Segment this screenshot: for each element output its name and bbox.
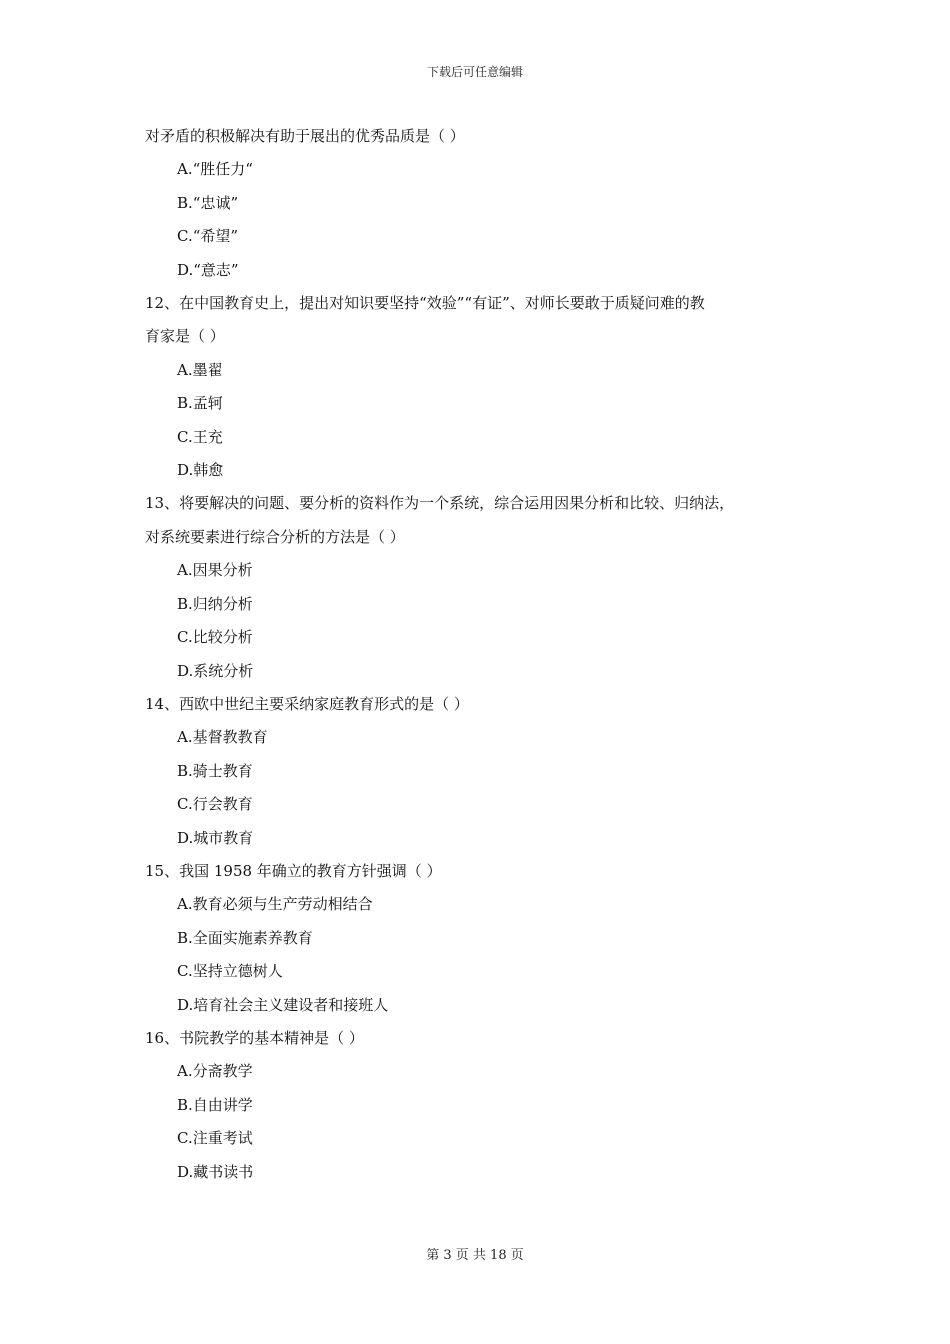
- question-stem-line1: 12、在中国教育史上，提出对知识要坚持“效验”“有证”、对师长要敢于质疑问难的教: [145, 294, 705, 313]
- option-a: A.分斋教学: [177, 1062, 253, 1081]
- option-a: A.“胜任力“: [177, 160, 253, 179]
- option-d: D.“意志”: [177, 260, 239, 279]
- option-b: B.孟轲: [177, 394, 223, 413]
- page-header: 下载后可任意编辑: [426, 65, 523, 79]
- option-d: D.系统分析: [177, 661, 254, 680]
- option-a: A.教育必须与生产劳动相结合: [177, 895, 373, 914]
- question-12: [145, 287, 825, 487]
- question-15: [145, 855, 825, 1022]
- option-c: C.注重考试: [177, 1129, 253, 1148]
- option-a: A.因果分析: [177, 561, 253, 580]
- option-d: D.城市教育: [177, 828, 254, 847]
- question-stem: 16、书院教学的基本精神是（ ）: [145, 1028, 364, 1047]
- question-stem-line2: 育家是（ ）: [145, 327, 225, 346]
- option-b: B.自由讲学: [177, 1095, 253, 1114]
- option-c: C.王充: [177, 427, 223, 446]
- page-footer: 第 3 页 共 18 页: [426, 1248, 524, 1263]
- question-stem: 15、我国 1958 年确立的教育方针强调（ ）: [145, 861, 442, 880]
- option-b: B.骑士教育: [177, 761, 253, 780]
- question-stem-line1: 13、将要解决的问题、要分析的资料作为一个系统，综合运用因果分析和比较、归纳法，: [145, 494, 735, 513]
- option-c: C.“希望”: [177, 227, 239, 246]
- option-d: D.培育社会主义建设者和接班人: [177, 995, 389, 1014]
- question-13: [145, 487, 825, 687]
- question-stem: 14、西欧中世纪主要采纳家庭教育形式的是（ ）: [145, 694, 469, 713]
- option-a: A.基督教教育: [177, 728, 268, 747]
- option-d: D.韩愈: [177, 461, 224, 480]
- option-b: B.全面实施素养教育: [177, 928, 313, 947]
- option-c: C.坚持立德树人: [177, 962, 283, 981]
- question-14: [145, 688, 825, 855]
- question-stem: 对矛盾的积极解决有助于展出的优秀品质是（ ）: [145, 127, 465, 145]
- question-11: [145, 120, 825, 287]
- option-a: A.墨翟: [177, 360, 223, 379]
- option-c: C.比较分析: [177, 628, 253, 647]
- question-stem-line2: 对系统要素进行综合分析的方法是（ ）: [145, 527, 405, 546]
- option-c: C.行会教育: [177, 795, 253, 814]
- option-b: B.“忠诚”: [177, 193, 239, 212]
- option-d: D.藏书读书: [177, 1162, 254, 1181]
- option-b: B.归纳分析: [177, 594, 253, 613]
- question-list: [145, 120, 825, 1189]
- question-16: [145, 1022, 825, 1189]
